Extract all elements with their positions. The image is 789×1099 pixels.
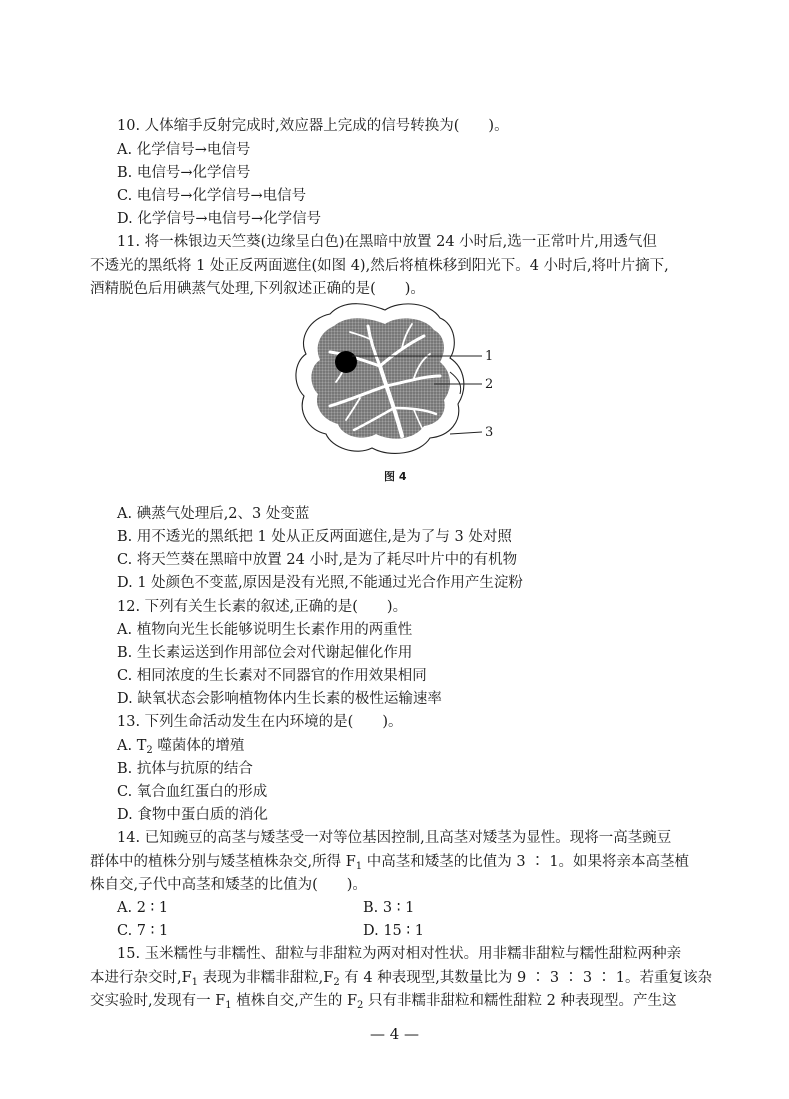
- q12-option-d: D. 缺氧状态会影响植物体内生长素的极性运输速率: [117, 691, 442, 707]
- q14-line2: [90, 853, 689, 871]
- q13-option-a-suffix: 噬菌体的增殖: [152, 738, 245, 754]
- covered-spot: [335, 351, 357, 373]
- q10-option-a: A. 化学信号→电信号: [117, 142, 251, 158]
- q11-option-d: D. 1 处颜色不变蓝,原因是没有光照,不能通过光合作用产生淀粉: [117, 575, 523, 591]
- leaf-diagram: [290, 296, 500, 462]
- q15-line2-a: 本进行杂交时,F: [90, 970, 192, 986]
- q15-line3-sub1: 1: [225, 1000, 232, 1011]
- q11-option-b: B. 用不透光的黑纸把 1 处从正反两面遮住,是为了与 3 处对照: [117, 529, 512, 545]
- leaf-green-area: [311, 318, 450, 438]
- q13-option-d: D. 食物中蛋白质的消化: [117, 807, 268, 823]
- q10-option-b: B. 电信号→化学信号: [117, 165, 251, 181]
- q10-option-d: D. 化学信号→电信号→化学信号: [117, 211, 322, 227]
- figure-caption: 图 4: [384, 470, 407, 483]
- page-number: — 4 —: [369, 1025, 420, 1043]
- q11-stem-line2: 不透光的黑纸将 1 处正反两面遮住(如图 4),然后将植株移到阳光下。4 小时后,将叶片摘下,: [90, 258, 669, 274]
- q12-option-c: C. 相同浓度的生长素对不同器官的作用效果相同: [117, 668, 427, 684]
- q15-line3-sub2: 2: [357, 1000, 364, 1011]
- q13-stem: 13. 下列生命活动发生在内环境的是( )。: [117, 714, 403, 730]
- q15-line3-c: 只有非糯非甜粒和糯性甜粒 2 种表现型。产生这: [363, 993, 677, 1009]
- q14-line3: 株自交,子代中高茎和矮茎的比值为( )。: [90, 877, 367, 893]
- q13-option-c: C. 氧合血红蛋白的形成: [117, 784, 268, 800]
- q14-line2-suffix: 中高茎和矮茎的比值为 3 ∶ 1。如果将亲本高茎植: [362, 854, 690, 870]
- q14-option-c: C. 7 ∶ 1: [117, 923, 169, 939]
- label-2: 2: [485, 377, 494, 392]
- q10-stem: 10. 人体缩手反射完成时,效应器上完成的信号转换为( )。: [117, 118, 509, 134]
- q15-line3-a: 交实验时,发现有一 F: [90, 993, 226, 1009]
- q14-option-d: D. 15 ∶ 1: [363, 923, 424, 939]
- q15-line2-c: 有 4 种表现型,其数量比为 9 ∶ 3 ∶ 3 ∶ 1。若重复该杂: [339, 970, 713, 986]
- q12-option-b: B. 生长素运送到作用部位会对代谢起催化作用: [117, 645, 413, 661]
- q15-line3: [90, 992, 676, 1010]
- q14-line2-sub: 1: [355, 861, 363, 872]
- q10-option-c: C. 电信号→化学信号→电信号: [117, 188, 307, 204]
- q15-line2-sub2: 2: [333, 977, 340, 988]
- q11-option-a: A. 碘蒸气处理后,2、3 处变蓝: [117, 506, 310, 522]
- q14-line1: 14. 已知豌豆的高茎与矮茎受一对等位基因控制,且高茎对矮茎为显性。现将一高茎豌豆: [117, 830, 672, 846]
- q12-option-a: A. 植物向光生长能够说明生长素作用的两重性: [117, 622, 413, 638]
- label-1: 1: [485, 349, 494, 364]
- q11-stem-line1: 11. 将一株银边天竺葵(边缘呈白色)在黑暗中放置 24 小时后,选一正常叶片,用透气但: [117, 234, 657, 250]
- q14-line2-prefix: 群体中的植株分别与矮茎植株杂交,所得 F: [90, 854, 356, 870]
- q13-option-b: B. 抗体与抗原的结合: [117, 761, 253, 777]
- q13-option-a-prefix: A. T: [117, 738, 147, 754]
- q15-line3-b: 植株自交,产生的 F: [231, 993, 358, 1009]
- q11-stem-line3: 酒精脱色后用碘蒸气处理,下列叙述正确的是( )。: [90, 281, 425, 297]
- q15-line2: [90, 969, 712, 987]
- q14-option-a: A. 2 ∶ 1: [117, 900, 169, 916]
- q15-line1: 15. 玉米糯性与非糯性、甜粒与非甜粒为两对相对性状。用非糯非甜粒与糯性甜粒两种亲: [117, 946, 682, 962]
- q11-option-c: C. 将天竺葵在黑暗中放置 24 小时,是为了耗尽叶片中的有机物: [117, 552, 518, 568]
- q15-line2-b: 表现为非糯非甜粒,F: [198, 970, 334, 986]
- q14-option-b: B. 3 ∶ 1: [363, 900, 415, 916]
- q13-option-a: [117, 737, 244, 755]
- q15-line2-sub1: 1: [191, 977, 199, 988]
- leaf-figure: [290, 296, 500, 462]
- q13-option-a-sub: 2: [146, 745, 153, 756]
- label-3: 3: [485, 425, 494, 440]
- q12-stem: 12. 下列有关生长素的叙述,正确的是( )。: [117, 599, 408, 615]
